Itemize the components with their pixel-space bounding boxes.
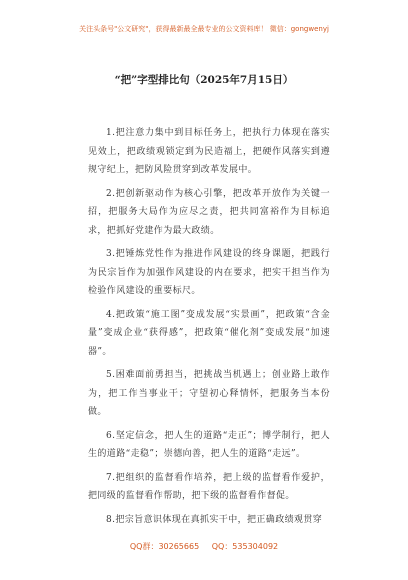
paragraph-5: 5.困难面前勇担当，把挑战当机遇上；创业路上敢作为，把工作当事业干；守望初心释情怀，把服务当本份做。 [88,370,330,417]
document-title: “把”字型排比句（2025年7月15日） [114,74,294,86]
paragraph-4: 4.把政策“施工图”变成发展“实景画”，把政策“含金量”变成企业“获得感”，把政策“催化剂”变成发展“加速器”。 [88,309,330,357]
footer-qq-group: QQ群：30265665 [129,542,200,551]
footer-contact [0,541,408,552]
paragraph-6: 6.坚定信念，把人生的道路“走正”；博学制行，把人生的道路“走稳”；崇德向善，把人生的道路“走远”。 [88,430,330,459]
paragraph-2: 2.把创新驱动作为核心引擎，把改革开放作为关键一招，把服务大局作为应尽之责，把共同富裕作为目标追求，把抓好党建作为最大政绩。 [88,188,330,236]
document-body [88,124,330,534]
paragraph-8: 8.把宗旨意识体现在真抓实干中，把正确政绩观贯穿 [106,514,323,525]
paragraph-1: 1.把注意力集中到目标任务上，把执行力体现在落实见效上，把政绩观锁定到为民造福上，把硬作风落实到遵规守纪上，把防风险贯穿到改革发展中。 [88,128,330,175]
footer-qq: QQ：535304092 [211,542,279,551]
paragraph-3: 3.把锤炼党性作为推进作风建设的终身课题，把践行为民宗旨作为加强作风建设的内在要求，把实干担当作为检验作风建设的重要标尺。 [88,249,330,296]
header-banner: 关注头条号"公文研究"，获得最新最全最专业的公文资料库！ 微信：gongwenyj [79,25,329,33]
paragraph-7: 7.把组织的监督看作培养，把上级的监督看作爱护，把同级的监督看作帮助，把下级的监督看作督促。 [88,472,330,501]
